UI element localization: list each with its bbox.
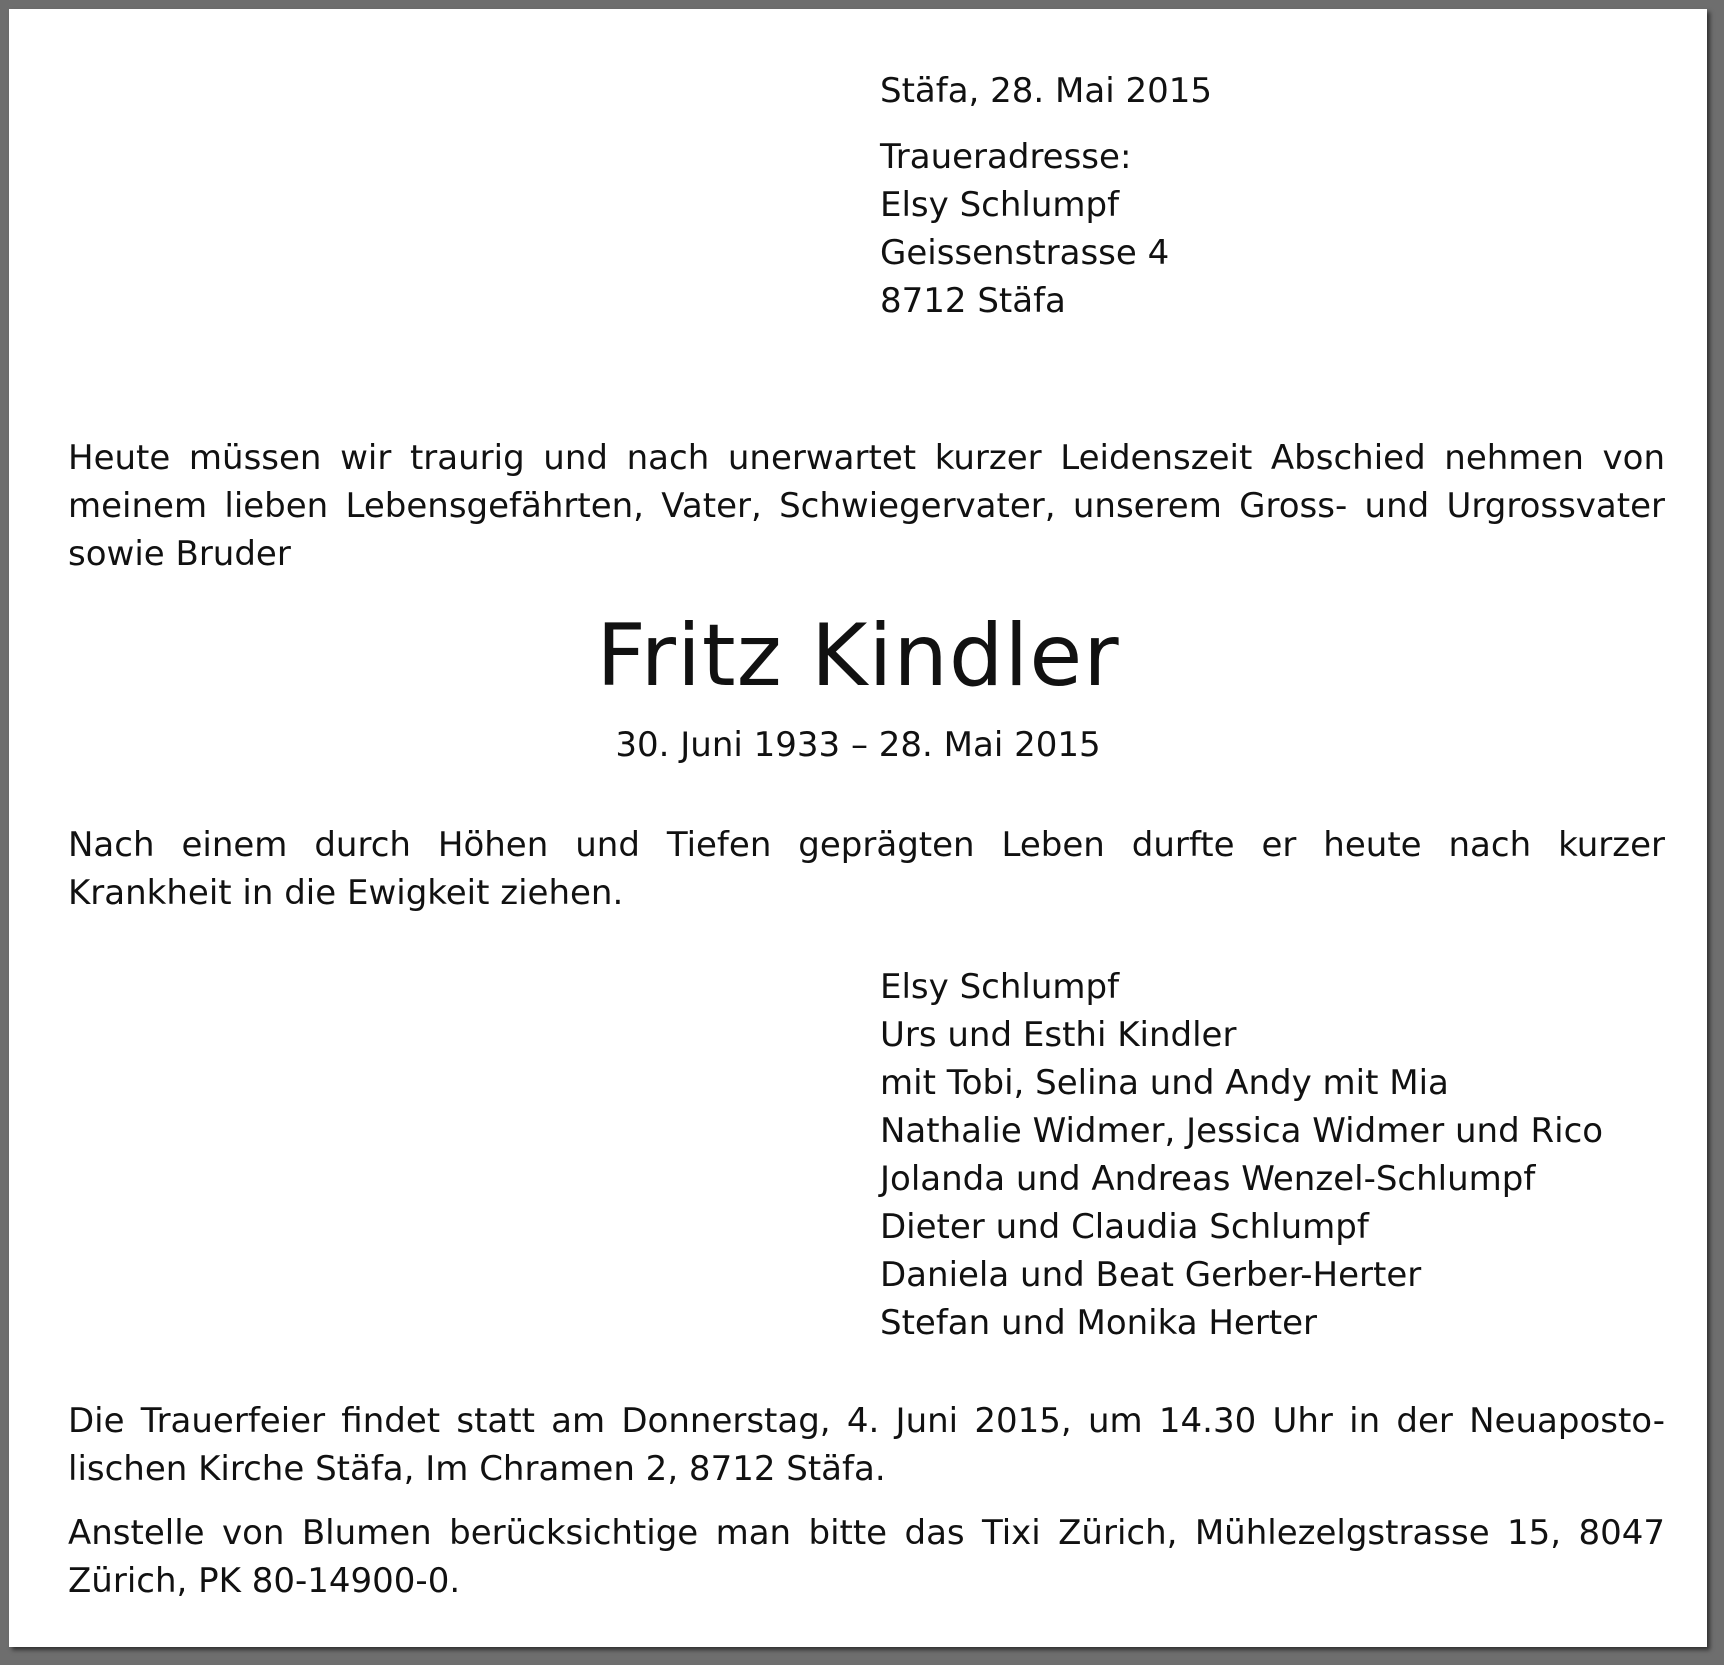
place-date: Stäfa, 28. Mai 2015	[880, 71, 1212, 111]
obituary-page	[9, 9, 1707, 1647]
mourners-list	[880, 963, 1603, 1347]
mourner-entry: Jolanda und Andreas Wenzel-Schlumpf	[880, 1159, 1536, 1199]
address-label: Traueradresse:	[880, 137, 1132, 177]
mourner-entry: Dieter und Claudia Schlumpf	[880, 1207, 1369, 1247]
intro-line: Heute müssen wir traurig und nach unerwartet kurzer Leidenszeit Abschied nehmen von	[68, 438, 1665, 478]
tribute-paragraph	[68, 821, 1665, 917]
intro-paragraph	[68, 434, 1665, 578]
mourner-entry: mit Tobi, Selina und Andy mit Mia	[880, 1063, 1449, 1103]
tribute-line: Krankheit in die Ewigkeit ziehen.	[68, 873, 624, 913]
mourner-entry: Urs und Esthi Kindler	[880, 1015, 1237, 1055]
mourner-entry: Stefan und Monika Herter	[880, 1303, 1318, 1343]
deceased-name: Fritz Kindler	[596, 606, 1120, 706]
address-name: Elsy Schlumpf	[880, 185, 1120, 225]
donation-line: Anstelle von Blumen berücksichtige man bitte das Tixi Zürich, Mühlezelgstrasse 15, 8047	[68, 1513, 1665, 1553]
ceremony-line: lischen Kirche Stäfa, Im Chramen 2, 8712 Stäfa.	[68, 1449, 886, 1489]
address-street: Geissenstrasse 4	[880, 233, 1170, 273]
ceremony-line: Die Trauerfeier findet statt am Donnerstag, 4. Juni 2015, um 14.30 Uhr in der Neuaposto-	[68, 1401, 1665, 1441]
address-city: 8712 Stäfa	[880, 281, 1066, 321]
mourner-entry: Daniela und Beat Gerber-Herter	[880, 1255, 1422, 1295]
mourner-entry: Nathalie Widmer, Jessica Widmer und Rico	[880, 1111, 1604, 1151]
donation-paragraph	[68, 1509, 1665, 1605]
ceremony-paragraph	[68, 1397, 1665, 1493]
life-dates: 30. Juni 1933 – 28. Mai 2015	[615, 725, 1101, 765]
intro-line: meinem lieben Lebensgefährten, Vater, Schwiegervater, unserem Gross- und Urgrossvater	[68, 486, 1665, 526]
mourner-entry: Elsy Schlumpf	[880, 967, 1120, 1007]
tribute-line: Nach einem durch Höhen und Tiefen geprägten Leben durfte er heute nach kurzer	[68, 825, 1665, 865]
intro-line: sowie Bruder	[68, 534, 291, 574]
mourning-address	[880, 133, 1169, 325]
donation-line: Zürich, PK 80-14900-0.	[68, 1561, 461, 1601]
